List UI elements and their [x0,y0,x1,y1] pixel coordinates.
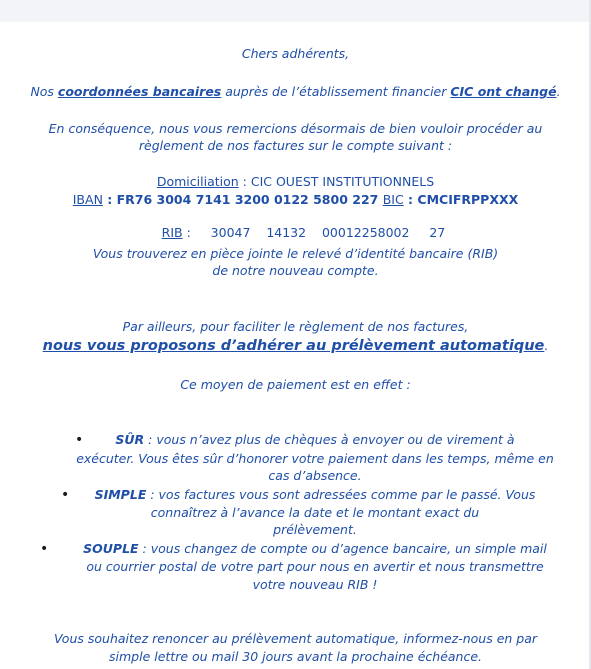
bullet-souple-title: SOUPLE [83,541,139,556]
bullet-souple-text: : vous changez de compte ou d’agence bancaire, un simple mail [138,541,547,556]
bullet-simple-line-3: prélèvement. [273,522,357,537]
greeting: Chers adhérents, [241,46,350,61]
bullet-simple-title: SIMPLE [94,487,147,502]
rib-value: : 30047 14132 00012258002 27 [182,225,446,240]
bullet-souple-line-2: ou courrier postal de votre part pour nous en avertir et nous transmettre [86,559,544,574]
cic-changed-text: CIC ont changé [450,84,557,99]
domiciliation-value: : CIC OUEST INSTITUTIONNELS [238,174,435,189]
bullet-sur-line-1 [60,432,570,448]
direct-debit-offer-end: . [544,338,549,353]
bullet-icon: • [40,541,49,557]
direct-debit-line-1: Par ailleurs, pour faciliter le règlement de nos factures, [122,319,469,334]
direct-debit-offer-text: nous vous proposons d’adhérer au prélèvement automatique [42,338,545,354]
means-intro: Ce moyen de paiement est en effet : [180,377,411,392]
top-bar [0,0,591,22]
iban-line [0,192,591,208]
bic-value: : CMCIFRPPXXX [403,192,519,207]
intro-paragraph [0,84,591,100]
bullet-sur-line-2: exécuter. Vous êtes sûr d’honorer votre paiement dans les temps, même en [76,451,554,466]
intro-text: auprès de l’établissement financier [221,84,451,99]
closing-line-1: Vous souhaitez renoncer au prélèvement automatique, informez-nous en par [53,631,538,646]
bullet-icon: • [61,487,70,503]
consequence-line-1: En conséquence, nous vous remercions désormais de bien vouloir procéder au [48,121,543,136]
iban-value: : FR76 3004 7141 3200 0122 5800 227 [102,192,383,207]
iban-label: IBAN [72,192,103,207]
bullet-simple-line-1 [60,487,570,503]
attachment-line-2: de notre nouveau compte. [212,263,379,278]
bullet-souple-line-3: votre nouveau RIB ! [252,577,378,592]
bank-coordinates-text: coordonnées bancaires [57,84,222,99]
closing-line-2: simple lettre ou mail 30 jours avant la prochaine échéance. [109,649,482,664]
bic-label: BIC [382,192,404,207]
domiciliation-label: Domiciliation [156,174,239,189]
intro-text: . [556,84,561,99]
domiciliation-line [0,174,591,190]
direct-debit-offer [0,338,591,354]
consequence-line-2: règlement de nos factures sur le compte suivant : [138,138,453,153]
bullet-simple-text: : vos factures vous sont adressées comme par le passé. Vous [146,487,536,502]
bullet-simple-line-2: connaîtrez à l’avance la date et le montant exact du [150,505,480,520]
bullet-sur-title: SÛR [115,432,145,447]
bullet-sur-text: : vous n’avez plus de chèques à envoyer ou de virement à [144,432,515,447]
intro-text: Nos [30,84,58,99]
bullet-souple-line-1 [50,541,580,557]
bullet-icon: • [75,432,84,448]
rib-label: RIB [161,225,183,240]
bullet-sur-line-3: cas d’absence. [268,468,362,483]
attachment-line-1: Vous trouverez en pièce jointe le relevé d’identité bancaire (RIB) [92,246,499,261]
